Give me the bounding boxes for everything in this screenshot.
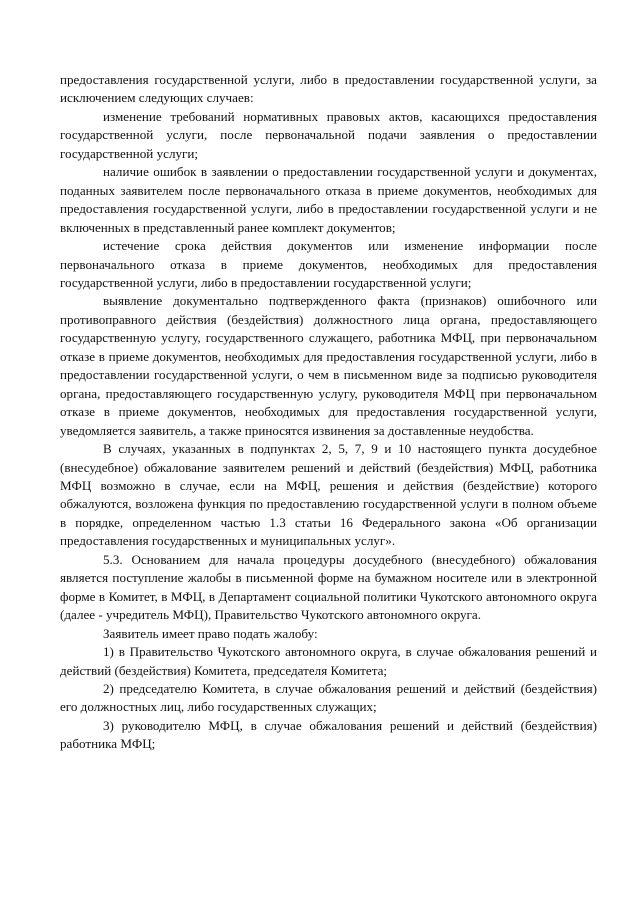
list-item-2: 2) председателю Комитета, в случае обжалования решений и действий (бездействия) его должностных лиц, либо государственных служащих;	[60, 680, 597, 715]
paragraph-case-misconduct: выявление документально подтвержденного факта (признаков) ошибочного или противоправного действия (бездействия) должностного лица органа, предоставляющего государственную услугу, государственного служащего, работника МФЦ, при первоначальном отказе в приеме документов, необходимых для предоставления государственной услуги, либо в предоставлении государственной услуги, о чем в письменном виде за подписью руководителя органа, предоставляющего государственную услугу, руководителя МФЦ при первоначальном отказе в приеме документов, необходимых для предоставления государственной услуги, уведомляется заявитель, а также приносятся извинения за доставленные неудобства.	[60, 293, 597, 438]
paragraph-case-expiry: истечение срока действия документов или изменение информации после первоначального отказа в приеме документов, необходимых для предоставления государственной услуги, либо в предоставлении государственной услуги;	[60, 238, 597, 290]
paragraph-case-errors: наличие ошибок в заявлении о предоставлении государственной услуги и документах, поданных заявителем после первоначального отказа в приеме документов, необходимых для предоставления государственной услуги, либо в предоставлении государственной услуги и не включенных в представленный ранее комплект документов;	[60, 164, 597, 235]
paragraph-mfc-appeal: В случаях, указанных в подпунктах 2, 5, 7, 9 и 10 настоящего пункта досудебное (внесудебное) обжалование заявителем решений и действий (бездействия) МФЦ, работника МФЦ возможно в случае, если на МФЦ, решения и действия (бездействие) которого обжалуются, возложена функция по предоставлению государственной услуги в полном объеме в порядке, определенном частью 1.3 статьи 16 Федерального закона «Об организации предоставления государственных и муниципальных услуг».	[60, 441, 597, 549]
document-page	[60, 71, 597, 754]
list-item-3: 3) руководителю МФЦ, в случае обжалования решений и действий (бездействия) работника МФЦ;	[60, 717, 597, 752]
paragraph-section-5-3: 5.3. Основанием для начала процедуры досудебного (внесудебного) обжалования является поступление жалобы в письменной форме на бумажном носителе или в электронной форме в Комитет, в МФЦ, в Департамент социальной политики Чукотского автономного округа (далее - учредитель МФЦ), Правительство Чукотского автономного округа.	[60, 551, 597, 623]
paragraph-continuation: предоставления государственной услуги, либо в предоставлении государственной услуги, за исключением следующих случаев:	[60, 72, 597, 106]
paragraph-complaint-right: Заявитель имеет право подать жалобу:	[103, 625, 318, 641]
list-item-1: 1) в Правительство Чукотского автономного округа, в случае обжалования решений и действий (бездействия) Комитета, председателя Комитета;	[60, 644, 597, 678]
paragraph-case-legal-change: изменение требований нормативных правовых актов, касающихся предоставления государственной услуги, после первоначальной подачи заявления о предоставлении государственной услуги;	[60, 108, 597, 161]
